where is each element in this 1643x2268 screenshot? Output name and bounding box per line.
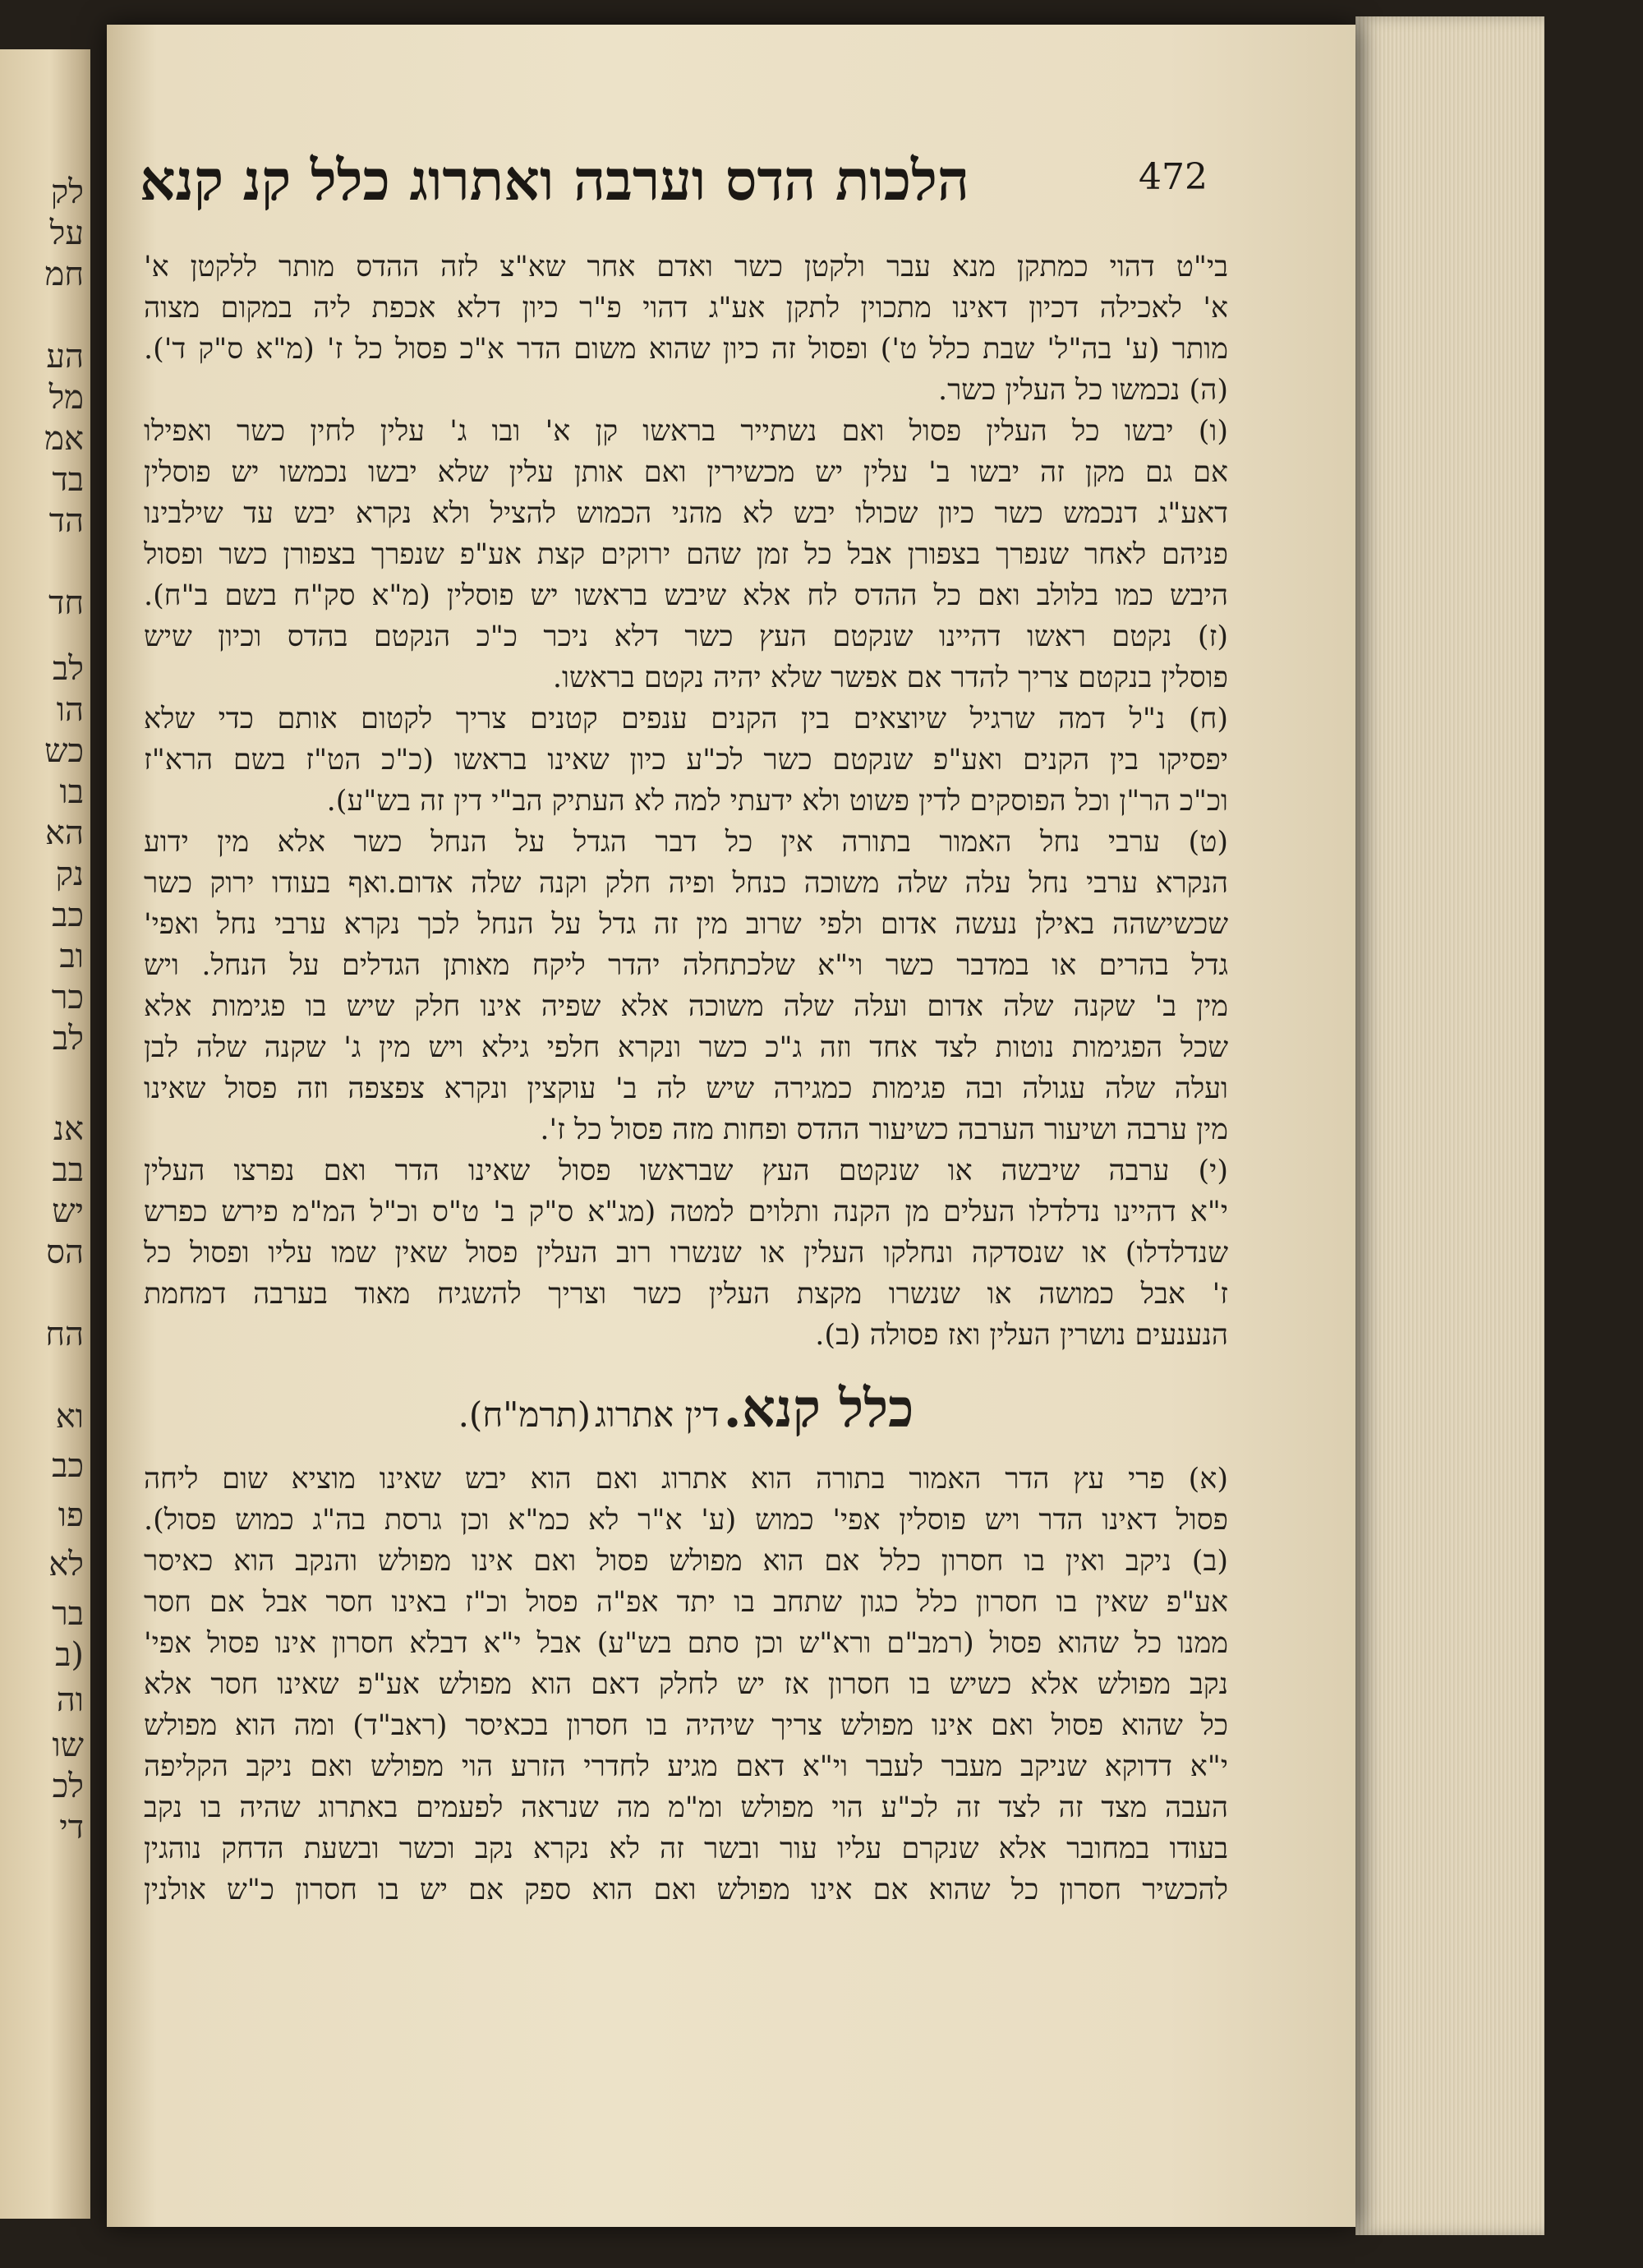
left-page-fragment: הו (56, 691, 84, 729)
text-line: הנענעים נושרין העלין ואז פסולה (ב). (815, 1319, 1228, 1352)
text-line: (ו) יבשו כל העלין פסול ואם נשתייר בראשו קן א' ובו ג' עלין לחין כשר ואפילו (144, 415, 1228, 448)
left-page-fragment: חמ (44, 256, 84, 293)
left-page-fragment: בב (52, 1151, 84, 1189)
text-line: מותר (ע' בה"ל' שבת כלל ט') ופסול זה כיון שהוא משום הדר א"כ פסול כל ז' (מ"א ס"ק ד'). (144, 333, 1228, 366)
text-line: (ה) נכמשו כל העלין כשר. (937, 374, 1228, 407)
text-line: דאע"ג דנכמש כשר כיון שכולו יבש לא מהני הכמוש להציל ולא נקרא יבש עד שילבינו (144, 497, 1228, 530)
page-number: 472 (1139, 156, 1208, 198)
text-line: העבה מצד זה לצד זה לכ"ע הוי מפולש ומ"מ מה שנראה לפעמים באתרוג שהיה בו נקב (144, 1791, 1228, 1824)
left-page-fragment: וא (55, 1398, 84, 1436)
left-page-fragment: בו (59, 773, 84, 811)
text-line: כל שהוא פסול ואם אינו מפולש צריך שיהיה בו חסרון בכאיסר (ראב"ד) ומה הוא מפולש (144, 1709, 1228, 1742)
text-line: נקב מפולש אלא כשיש בו חסרון אז יש לחלק דאם הוא מפולש אע"פ שאינו חסר אלא (144, 1668, 1228, 1701)
text-line: להכשיר חסרון כל שהוא אם אינו מפולש ואם הוא ספק אם יש בו חסרון כ"ש אולנין (144, 1874, 1228, 1906)
text-line: (ט) ערבי נחל האמור בתורה אין כל דבר הגדל על הנחל כשר אלא מין ידוע (144, 826, 1228, 859)
section-heading (144, 1364, 1228, 1454)
left-page-fragment: כר (51, 979, 84, 1016)
left-page-fragment: לק (50, 173, 84, 211)
running-title: הלכות הדס וערבה ואתרוג כלל קנ קנא (139, 148, 969, 214)
left-page-fragment: על (49, 214, 84, 252)
left-page-fragment: הח (45, 1316, 84, 1353)
left-page-fragment: הד (48, 502, 84, 540)
text-line: ז' אבל כמושה או שנשרו מקצת העלין כשר וצריך להשגיח מאוד בערבה דמחמת (144, 1278, 1228, 1311)
text-line: מין ב' שקנה שלה אדום ועלה שלה משוכה אלא שפיה אינו חלק שיש בו פגימות אלא (144, 990, 1228, 1023)
left-page-fragment: יש (52, 1192, 84, 1230)
left-page-fragment: פו (58, 1496, 84, 1534)
left-page-fragment: לב (53, 1020, 84, 1058)
left-page-fragment: כב (52, 897, 84, 934)
text-line: ממנו כל שהוא פסול (רמב"ם ורא"ש וכן סתם בש"ע) אבל י"א דבלא חסרון אינו פסול אפי' (144, 1627, 1228, 1660)
left-page-fragment: לכ (52, 1768, 84, 1805)
text-line: גדל בהרים או במדבר כשר וי"א שלכתחלה יהדר ליקח מאותן הגדלים על הנחל. ויש (144, 949, 1228, 982)
text-block-kelal-150 (144, 247, 1228, 1356)
text-line: (י) ערבה שיבשה או שנקטם העץ שבראשו פסול שאינו הדר ואם נפרצו העלין (144, 1155, 1228, 1187)
left-page-fragment: די (59, 1809, 84, 1846)
left-page-fragment: בד (52, 461, 84, 499)
body-text (144, 247, 1228, 1911)
text-line: פוסלין בנקטם צריך להדר אם אפשר שלא יהיה נקטם בראשו. (552, 662, 1228, 694)
left-page-fragment: נק (55, 855, 84, 893)
left-page-fragment: אנ (53, 1110, 84, 1148)
text-line: הנקרא ערבי נחל עלה שלה משוכה כנחל ופיה חלק וקנה שלה אדום.ואף בעודו ירוק כשר (144, 867, 1228, 900)
text-line: פסול דאינו הדר ויש פוסלין אפי' כמוש (ע' א"ר לא כמ"א וכן גרסת בה"ג כמוש פסול). (144, 1504, 1228, 1537)
left-page-fragment: בר (52, 1595, 84, 1633)
left-page (0, 49, 90, 2219)
left-page-fragment: לא (48, 1546, 84, 1583)
text-line: (ז) נקטם ראשו דהיינו שנקטם העץ כשר דלא ניכר כ"כ הנקטם בהדס וכיון שיש (144, 620, 1228, 653)
left-page-fragment: הע (46, 338, 84, 376)
left-page-fragment: וב (59, 938, 84, 975)
left-page-fragment: כש (44, 732, 84, 770)
text-line: שנדלדלו) או שנסדקה ונחלקו העלין או שנשרו רוב העלין פסול שאין שמו עליו ופסול כל (144, 1237, 1228, 1270)
text-line: י"א דהיינו נדלדלו העלים מן הקנה ותלוים למטה (מג"א ס"ק ב' ט"ס וכ"ל המ"מ פירש כפרש (144, 1196, 1228, 1228)
text-line: שכשישהה באילן נעשה אדום ולפי שרוב מין זה גדל על הנחל לכך נקרא ערבי נחל ואפי' (144, 908, 1228, 941)
text-line: היבש כמו בלולב ואם כל ההדס לח אלא שיבש בראשו יש פוסלין (מ"א סק"ח בשם ב"ח). (144, 579, 1228, 612)
text-line: בעודו במחובר אלא שנקרם עליו עור ובשר זה לא נקרא נקב וכשר ובשעת הדחק נוהגין (144, 1832, 1228, 1865)
left-page-fragment: חד (48, 584, 84, 622)
text-line: וכ"כ הר"ן וכל הפוסקים לדין פשוט ולא ידעתי למה לא העתיק הב"י דין זה בש"ע). (326, 785, 1228, 818)
text-line: אם גם מקן זה יבשו ב' עלין יש מכשירין ואם אותן עלין שלא יבשו נכמשו יש פוסלין (144, 456, 1228, 489)
left-page-fragment: לב (53, 650, 84, 688)
text-line: שכל הפגימות נוטות לצד אחד וזה ג"כ כשר ונקרא חלפי גילא ויש מין ג' שקנה שלה לבן (144, 1031, 1228, 1064)
left-page-fragment: הס (46, 1233, 84, 1271)
section-heading-siman: (תרמ"ח). (458, 1394, 591, 1435)
text-line: אע"פ שאין בו חסרון כלל כגון שתחב בו יתד אפ"ה פסול וכ"ז באינו חסר אבל אם חסר (144, 1586, 1228, 1619)
page-edge (1355, 16, 1544, 2235)
text-line: יפסיקו בין הקנים ואע"פ שנקטם כשר לכ"ע כיון שאינו בראשו (כ"כ הט"ז בשם הרא"ז (144, 744, 1228, 777)
left-page-fragment: שו (52, 1726, 84, 1764)
left-page-fragment: הא (44, 814, 84, 852)
left-page-fragment: (ב (55, 1636, 84, 1674)
section-heading-sub: דין אתרוג (595, 1394, 720, 1435)
text-block-kelal-151 (144, 1459, 1228, 1911)
left-page-fragment: וה (56, 1681, 84, 1719)
text-line: י"א דדוקא שניקב מעבר לעבר וי"א דאם מגיע לחדרי הזרע הוי מפולש ואם ניקב הקליפה (144, 1750, 1228, 1783)
left-page-fragment: אמ (44, 420, 84, 458)
text-line: א' לאכילה דכיון דאינו מתכוין לתקן אע"ג דהוי פ"ר כיון דלא אכפת ליה במקום מצוה (144, 292, 1228, 325)
page-header (139, 148, 1232, 238)
section-heading-main: כלל קנא. (723, 1378, 914, 1440)
text-line: (ב) ניקב ואין בו חסרון כלל אם הוא מפולש פסול ואם אינו מפולש והנקב הוא כאיסר (144, 1545, 1228, 1578)
text-line: מין ערבה ושיעור הערבה כשיעור ההדס ופחות מזה פסול כל ז'. (540, 1113, 1228, 1146)
left-page-fragment: מל (48, 379, 84, 417)
left-page-fragment: כב (52, 1447, 84, 1485)
text-line: בי"ט דהוי כמתקן מנא עבר ולקטן כשר ואדם אחר שא"צ לזה ההדס מותר ללקטן א' (144, 251, 1228, 284)
text-line: (ח) נ"ל דמה שרגיל שיוצאים בין הקנים ענפים קטנים צריך לקטום אותם כדי שלא (144, 703, 1228, 735)
text-line: (א) פרי עץ הדר האמור בתורה הוא אתרוג ואם הוא יבש שאינו מוציא שום ליחה (144, 1463, 1228, 1496)
text-line: ועלה שלה עגולה ובה פגימות כמגירה שיש לה ב' עוקצין ונקרא צפצפה וזה פסול שאינו (144, 1072, 1228, 1105)
text-line: פניהם לאחר שנפרך בצפורן אבל כל זמן שהם ירוקים קצת אע"פ שנפרך בצפורן כשר ופסול (144, 538, 1228, 571)
